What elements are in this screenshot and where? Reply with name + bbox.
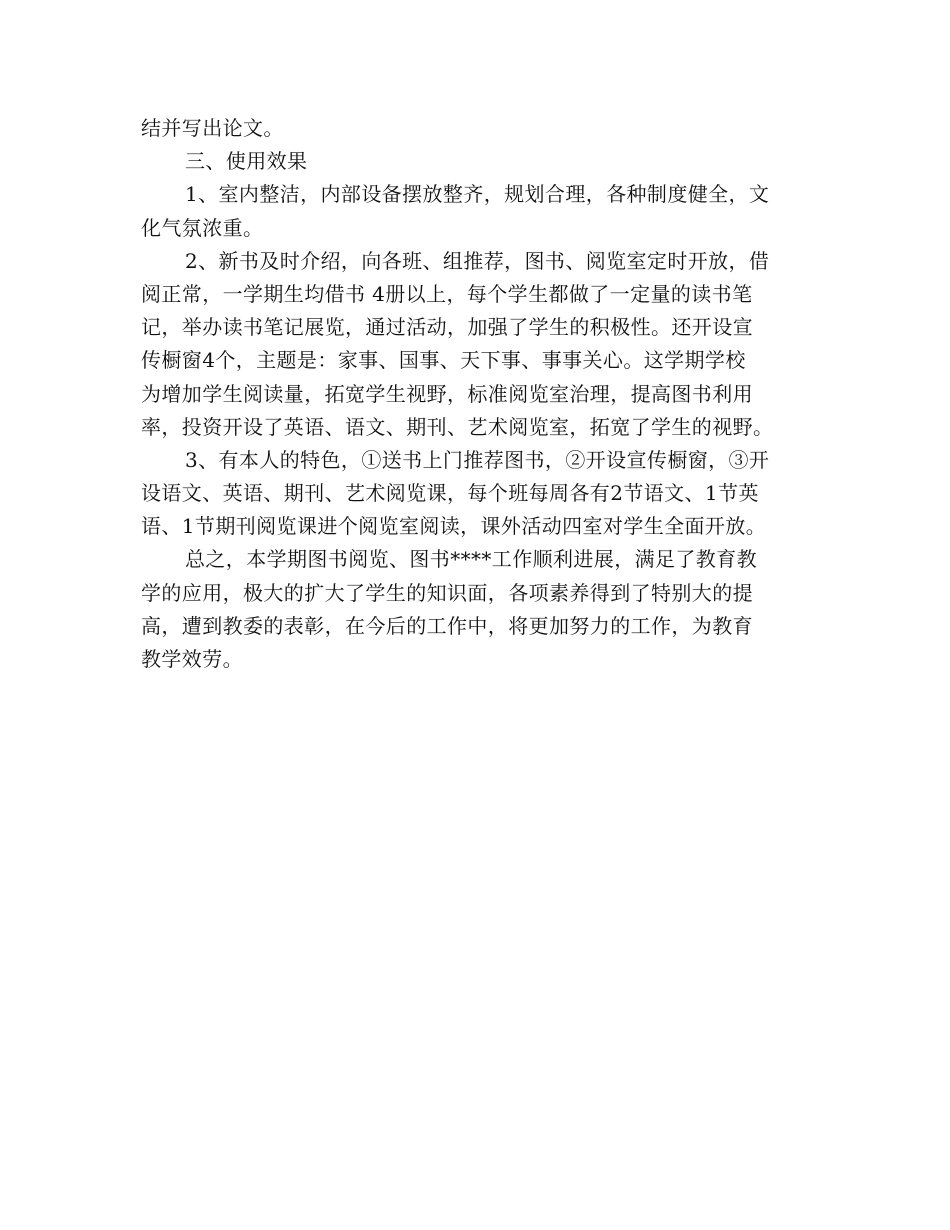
text-line: 总之，本学期图书阅览、图书****工作顺利进展，满足了教育教: [185, 547, 757, 572]
text-line: 设语文、英语、期刊、艺术阅览课，每个班每周各有2节语文、1节英: [141, 481, 759, 506]
text-line: 3、有本人的特色，①送书上门推荐图书，②开设宣传橱窗，③开: [185, 447, 770, 472]
text-line: 率，投资开设了英语、语文、期刊、艺术阅览室，拓宽了学生的视野。: [141, 414, 774, 439]
text-line: 记，举办读书笔记展览，通过活动，加强了学生的积极性。还开设宣: [141, 315, 753, 340]
text-line: 化气氛浓重。: [141, 215, 264, 240]
text-line: 1、室内整洁，内部设备摆放整齐，规划合理，各种制度健全，文: [185, 182, 770, 207]
text-line: 语、1节期刊阅览课进个阅览室阅读，课外活动四室对学生全面开放。: [141, 514, 767, 539]
text-line: 高，遭到教委的表彰，在今后的工作中，将更加努力的工作，为教育: [141, 613, 753, 638]
document-body: [141, 112, 811, 676]
text-line: 为增加学生阅读量，拓宽学生视野，标准阅览室治理，提高图书利用: [141, 381, 753, 406]
section-heading: 三、使用效果: [185, 149, 308, 174]
text-line: 结并写出论文。: [141, 116, 284, 140]
text-line: 2、新书及时介绍，向各班、组推荐，图书、阅览室定时开放，借: [185, 248, 770, 273]
text-line: 教学效劳。: [141, 647, 243, 671]
text-line: 学的应用，极大的扩大了学生的知识面，各项素养得到了特别大的提: [141, 580, 753, 605]
text-line: 阅正常，一学期生均借书 4册以上，每个学生都做了一定量的读书笔: [141, 281, 753, 306]
text-line: 传橱窗4个，主题是：家事、国事、天下事、事事关心。这学期学校: [141, 348, 746, 373]
